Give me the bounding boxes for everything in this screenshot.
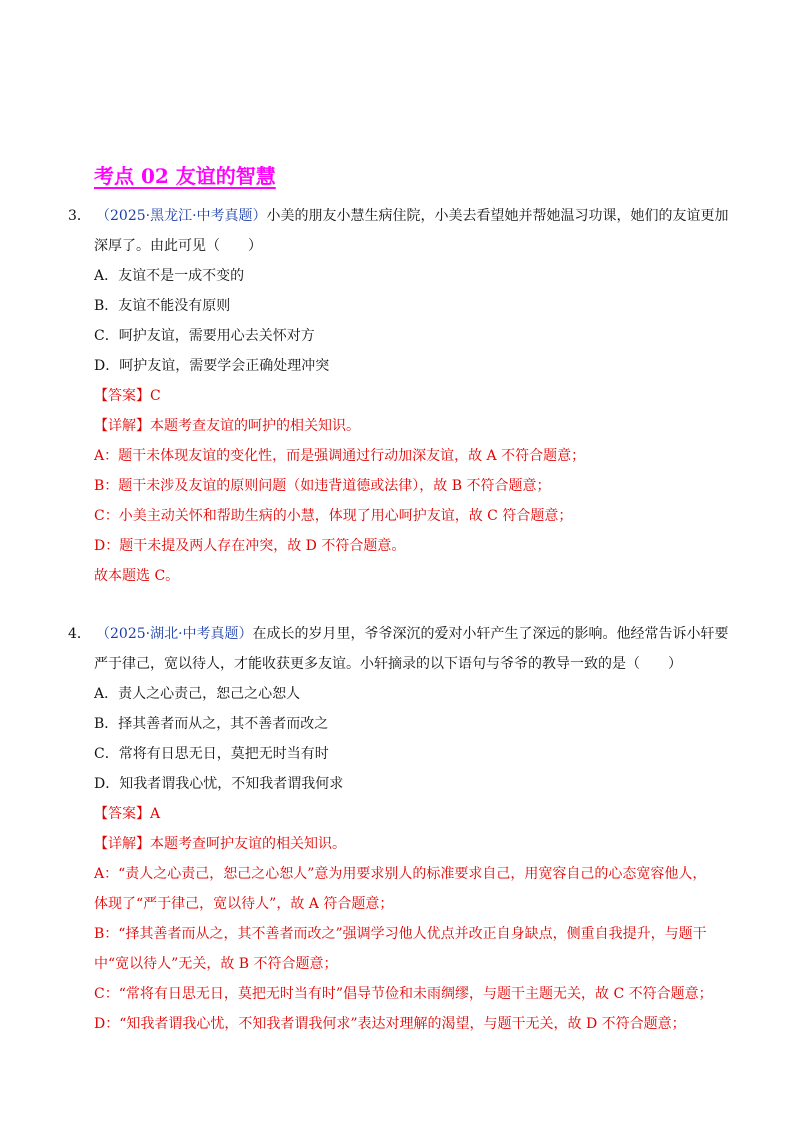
- analysis-line: A：题干未体现友谊的变化性，而是强调通过行动加深友谊，故 A 不符合题意；: [94, 448, 586, 464]
- detail-line: [94, 834, 346, 854]
- section-heading: 考点 02 友谊的智慧: [94, 164, 276, 188]
- analysis-line: 体现了“严于律己，宽以待人”，故 A 符合题意；: [94, 896, 394, 912]
- answer-line: [94, 386, 161, 406]
- detail-intro: 本题考查友谊的呵护的相关知识。: [150, 418, 360, 434]
- answer-label: 【答案】: [94, 388, 150, 404]
- question-stem-text: 在成长的岁月里，爷爷深沉的爱对小轩产生了深远的影响。他经常告诉小轩要: [252, 626, 729, 642]
- conclusion-line: 故本题选 C。: [94, 568, 180, 584]
- detail-intro: 本题考查呵护友谊的相关知识。: [150, 836, 346, 852]
- option-d: D．呵护友谊，需要学会正确处理冲突: [94, 358, 330, 374]
- question-stem-line: [96, 624, 729, 644]
- answer-value: A: [150, 806, 161, 822]
- detail-label: 【详解】: [94, 418, 150, 434]
- answer-line: [94, 804, 160, 824]
- question-source: （2025·湖北·中考真题）: [96, 626, 253, 642]
- question-number: 4．: [68, 626, 91, 642]
- question-stem-line: [96, 206, 729, 226]
- analysis-line: D：“知我者谓我心忧，不知我者谓我何求”表达对理解的渴望，与题干无关，故 D 不符合题意；: [94, 1016, 686, 1032]
- option-a: A．责人之心责己，恕己之心恕人: [94, 686, 301, 702]
- option-d: D．知我者谓我心忧，不知我者谓我何求: [94, 776, 344, 792]
- question-stem-text: 小美的朋友小慧生病住院，小美去看望她并帮她温习功课，她们的友谊更加: [266, 208, 729, 224]
- analysis-line: D：题干未提及两人存在冲突，故 D 不符合题意。: [94, 538, 406, 554]
- answer-label: 【答案】: [94, 806, 150, 822]
- analysis-line: 中“宽以待人”无关，故 B 不符合题意；: [94, 956, 338, 972]
- detail-line: [94, 416, 360, 436]
- analysis-line: C：“常将有日思无日，莫把无时当有时”倡导节俭和未雨绸缪，与题干主题无关，故 C 不符合题意；: [94, 986, 713, 1002]
- option-c: C．常将有日思无日，莫把无时当有时: [94, 746, 329, 762]
- analysis-line: B：题干未涉及友谊的原则问题（如违背道德或法律），故 B 不符合题意；: [94, 478, 551, 494]
- option-b: B．择其善者而从之，其不善者而改之: [94, 716, 329, 732]
- option-b: B．友谊不能没有原则: [94, 298, 231, 314]
- option-c: C．呵护友谊，需要用心去关怀对方: [94, 328, 315, 344]
- question-stem-line: 严于律己，宽以待人，才能收获更多友谊。小轩摘录的以下语句与爷爷的教导一致的是（ ）: [94, 656, 682, 672]
- answer-value: C: [150, 388, 161, 404]
- detail-label: 【详解】: [94, 836, 150, 852]
- analysis-line: C：小美主动关怀和帮助生病的小慧，体现了用心呵护友谊，故 C 符合题意；: [94, 508, 573, 524]
- question-stem-line: 深厚了。由此可见（ ）: [94, 238, 262, 254]
- question-source: （2025·黑龙江·中考真题）: [96, 208, 267, 224]
- analysis-line: A：“责人之心责己，恕己之心恕人”意为用要求别人的标准要求自己，用宽容自己的心态宽容他人，: [94, 866, 707, 882]
- question-number: 3．: [68, 208, 91, 224]
- option-a: A．友谊不是一成不变的: [94, 268, 245, 284]
- analysis-line: B：“择其善者而从之，其不善者而改之”强调学习他人优点并改正自身缺点，侧重自我提升，与题干: [94, 926, 707, 942]
